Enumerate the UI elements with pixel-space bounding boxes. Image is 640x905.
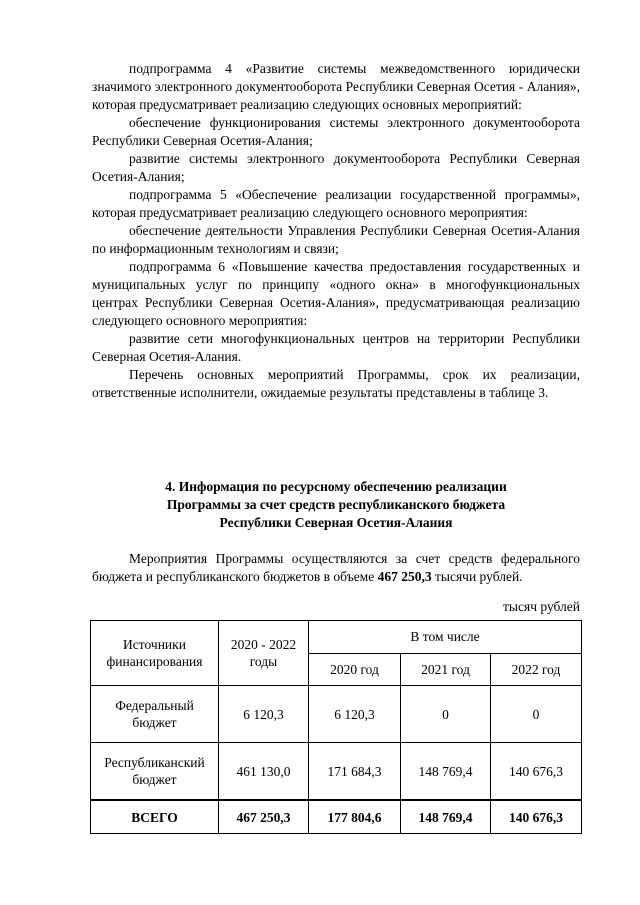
total-2022: 140 676,3: [491, 800, 582, 834]
section-heading-line-2: Программы за счет средств республиканского бюджета: [166, 497, 506, 512]
funding-intro-paragraph: [92, 550, 580, 586]
header-year-2020: 2020 год: [309, 653, 401, 686]
section-heading-line-1: 4. Информация по ресурсному обеспечению реализации: [165, 479, 507, 494]
row-total: 461 130,0: [219, 743, 309, 801]
table-row: [91, 743, 582, 801]
paragraph-activities-list: Перечень основных мероприятий Программы, срок их реализации, ответственные исполнители, ожидаемые результаты представлены в таблице 3.: [92, 367, 580, 400]
header-period: 2020 - 2022 годы: [219, 621, 309, 686]
paragraph-subprogram-4: подпрограмма 4 «Развитие системы межведомственного юридически значимого электронного документооборота Республики Северная Осетия - Алания», которая предусматривает реализацию следующих основных мероприятий:: [92, 61, 580, 112]
total-2021: 148 769,4: [401, 800, 491, 834]
paragraph-subprogram-5: подпрограмма 5 «Обеспечение реализации государственной программы», которая предусматривает реализацию следующего основного мероприятия:: [92, 187, 580, 220]
paragraph-department-activity: обеспечение деятельности Управления Республики Северная Осетия-Алания по информационным технологиям и связи;: [92, 223, 580, 256]
funding-table: [90, 620, 582, 834]
paragraph-edo-function: обеспечение функционирования системы электронного документооборота Республики Северная Осетия-Алания;: [92, 115, 580, 148]
row-2022: 0: [491, 686, 582, 743]
funding-intro-text: Мероприятия Программы осуществляются за счет средств федерального бюджета и республиканского бюджетов в объеме: [92, 551, 580, 584]
document-page: [92, 60, 580, 834]
header-year-2022: 2022 год: [491, 653, 582, 686]
total-source: ВСЕГО: [91, 800, 219, 834]
header-year-2021: 2021 год: [401, 653, 491, 686]
row-2020: 6 120,3: [309, 686, 401, 743]
paragraph-mfc-network: развитие сети многофункциональных центров на территории Республики Северная Осетия-Алания.: [92, 331, 580, 364]
section-heading-line-3: Республики Северная Осетия-Алания: [219, 515, 453, 530]
funding-total-amount: 467 250,3: [377, 569, 432, 584]
table-unit-label: тысяч рублей: [503, 599, 580, 614]
section-heading: [92, 478, 580, 532]
total-2020: 177 804,6: [309, 800, 401, 834]
table-row: [91, 686, 582, 743]
row-2021: 0: [401, 686, 491, 743]
table-total-row: [91, 800, 582, 834]
table-header-row: [91, 621, 582, 654]
total-sum: 467 250,3: [219, 800, 309, 834]
header-including: В том числе: [309, 621, 582, 654]
row-2021: 148 769,4: [401, 743, 491, 801]
row-total: 6 120,3: [219, 686, 309, 743]
row-source: Республиканский бюджет: [91, 743, 219, 801]
paragraph-edo-development: развитие системы электронного документооборота Республики Северная Осетия-Алания;: [92, 151, 580, 184]
row-2022: 140 676,3: [491, 743, 582, 801]
row-2020: 171 684,3: [309, 743, 401, 801]
row-source: Федеральный бюджет: [91, 686, 219, 743]
paragraph-subprogram-6: подпрограмма 6 «Повышение качества предоставления государственных и муниципальных услуг по принципу «одного окна» в многофункциональных центрах Республики Северная Осетия-Алания», предусматривающая реализацию следующего основного мероприятия:: [92, 259, 580, 328]
funding-intro-suffix: тысячи рублей.: [431, 569, 523, 584]
header-sources: Источники финансирования: [91, 621, 219, 686]
